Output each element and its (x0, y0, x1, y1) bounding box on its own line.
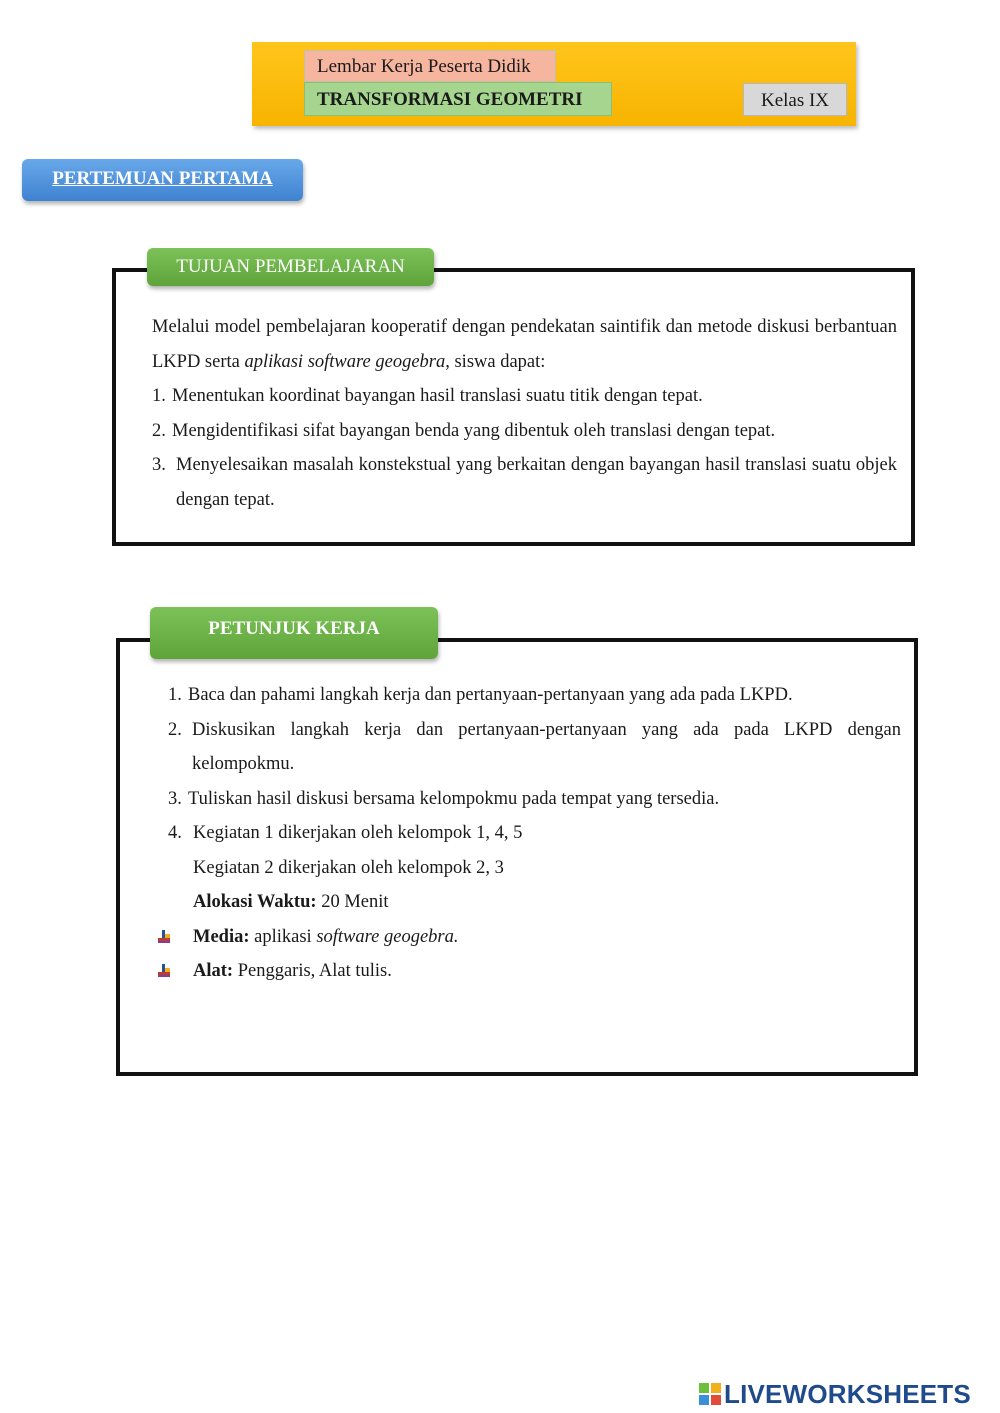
worksheet-header (252, 42, 856, 126)
instructions-content (168, 678, 901, 989)
item-number: 3. (168, 788, 182, 809)
media-label: Media: (193, 926, 250, 947)
time-value: 20 Menit (316, 892, 389, 912)
logo-icon (698, 1382, 722, 1406)
item-number: 1. (168, 685, 182, 705)
worksheet-title: TRANSFORMASI GEOMETRI (304, 82, 612, 116)
meeting-label: PERTEMUAN PERTAMA (22, 159, 303, 201)
list-item (152, 414, 897, 449)
list-item (168, 678, 901, 713)
intro-text: Melalui model pembelajaran kooperatif dengan pendekatan saintifik dan metode diskusi berbantuan LKPD serta (152, 317, 897, 372)
media-value: aplikasi (249, 926, 317, 947)
item-text: Kegiatan 1 dikerjakan oleh kelompok 1, 4, 5 (193, 823, 523, 843)
item-number: 3. (152, 455, 166, 475)
list-item (152, 379, 897, 414)
intro-text-end: , siswa dapat: (445, 351, 546, 372)
intro-italic-text: aplikasi software geogebra (244, 351, 446, 372)
time-allocation (168, 885, 901, 920)
objectives-list (152, 379, 897, 517)
tools-item (154, 954, 901, 989)
item-text: Mengidentifikasi sifat bayangan benda yang dibentuk oleh translasi dengan tepat. (172, 420, 776, 441)
item-number: 1. (152, 386, 166, 406)
worksheet-subtitle: Lembar Kerja Peserta Didik (304, 50, 556, 82)
time-label: Alokasi Waktu: (193, 892, 317, 912)
objectives-heading: TUJUAN PEMBELAJARAN (147, 248, 434, 286)
item-text: Tuliskan hasil diskusi bersama kelompokmu pada tempat yang tersedia. (188, 788, 720, 809)
media-italic: software geogebra. (316, 926, 459, 947)
media-text (193, 920, 458, 955)
list-item (168, 782, 901, 817)
bullet-icon (154, 920, 193, 955)
list-item (152, 448, 897, 517)
instructions-heading: PETUNJUK KERJA (150, 607, 438, 659)
objectives-intro (152, 310, 897, 379)
list-item (168, 816, 901, 851)
item-text: Menyelesaikan masalah konstekstual yang berkaitan dengan bayangan hasil translasi suatu objek dengan tepat. (176, 455, 897, 510)
activity-2-text: Kegiatan 2 dikerjakan oleh kelompok 2, 3 (193, 857, 504, 878)
item-number: 4. (168, 823, 182, 843)
item-text: Menentukan koordinat bayangan hasil translasi suatu titik dengan tepat. (172, 386, 703, 406)
item-text: Baca dan pahami langkah kerja dan pertanyaan-pertanyaan yang ada pada LKPD. (188, 685, 793, 705)
tools-text (193, 954, 392, 989)
brand-name: LIVEWORKSHEETS (724, 1378, 971, 1409)
media-item (154, 920, 901, 955)
bullet-icon (154, 954, 193, 989)
list-item (168, 713, 901, 782)
objectives-content (152, 310, 897, 517)
class-label: Kelas IX (743, 83, 847, 116)
item-number: 2. (168, 719, 182, 740)
liveworksheets-logo (698, 1378, 971, 1410)
item-text: Diskusikan langkah kerja dan pertanyaan-pertanyaan yang ada pada LKPD dengan kelompokmu. (192, 719, 901, 774)
tools-label: Alat: (193, 961, 234, 981)
tools-value: Penggaris, Alat tulis. (233, 961, 392, 981)
item-number: 2. (152, 420, 166, 441)
